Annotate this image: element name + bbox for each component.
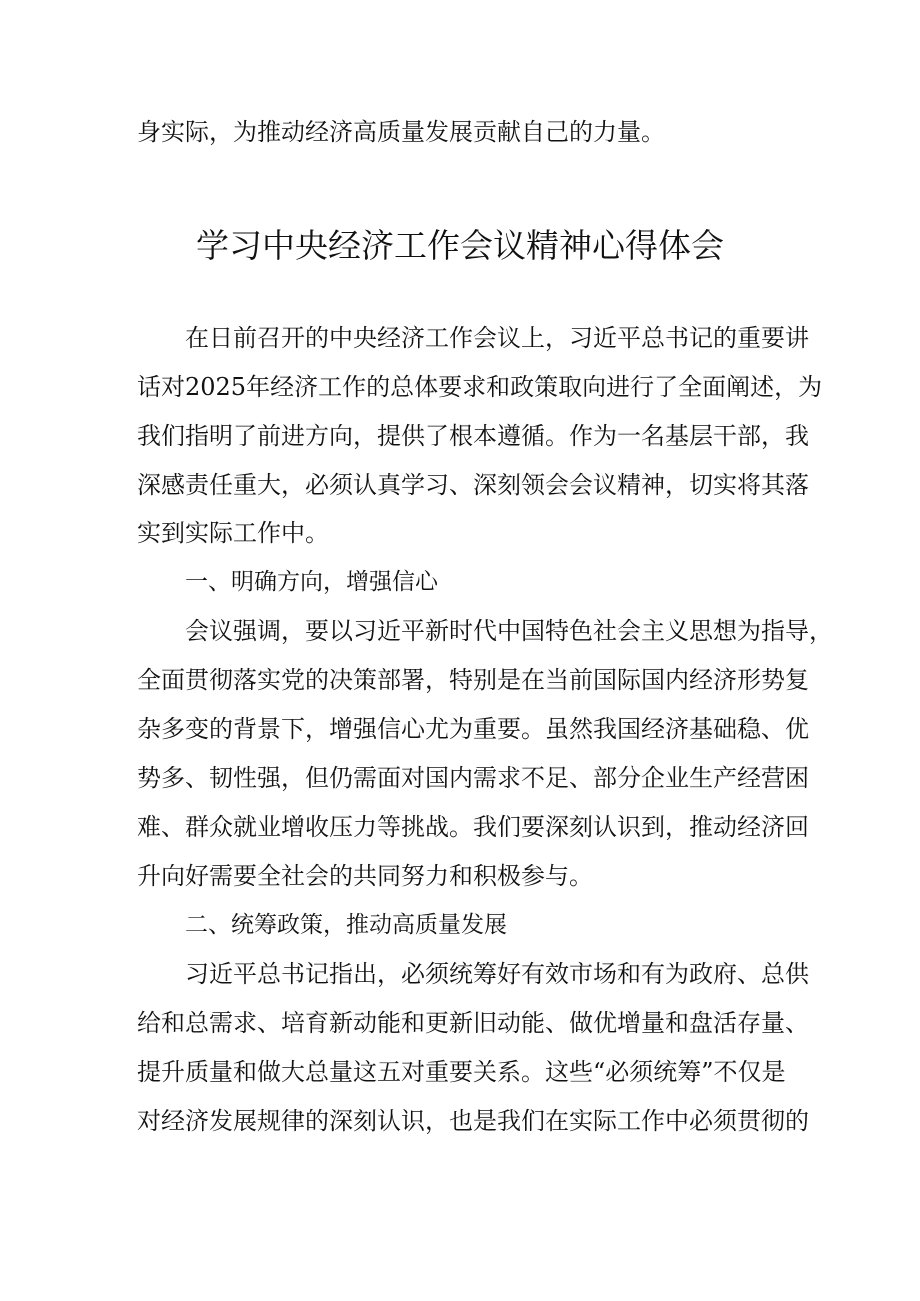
paragraph-1-line: 话对2025年经济工作的总体要求和政策取向进行了全面阐述，为 (137, 373, 823, 401)
paragraph-2-line: 杂多变的背景下，增强信心尤为重要。虽然我国经济基础稳、优 (137, 715, 809, 743)
section-heading-2: 二、统筹政策，推动高质量发展 (185, 912, 507, 938)
document-title: 学习中央经济工作会议精神心得体会 (196, 226, 724, 265)
paragraph-2-line: 会议强调，要以习近平新时代中国特色社会主义思想为指导， (185, 617, 833, 645)
paragraph-1-line: 实到实际工作中。 (137, 519, 329, 547)
paragraph-3-line: 给和总需求、培育新动能和更新旧动能、做优增量和盘活存量、 (137, 1009, 809, 1037)
lead-line: 身实际，为推动经济高质量发展贡献自己的力量。 (137, 118, 665, 146)
paragraph-1-line: 我们指明了前进方向，提供了根本遵循。作为一名基层干部，我 (137, 422, 809, 450)
paragraph-2-line: 全面贯彻落实党的决策部署，特别是在当前国际国内经济形势复 (137, 666, 809, 694)
paragraph-1-line: 深感责任重大，必须认真学习、深刻领会会议精神，切实将其落 (137, 471, 809, 499)
paragraph-3-line: 提升质量和做大总量这五对重要关系。这些“必须统筹”不仅是 (137, 1058, 786, 1086)
paragraph-1-line: 在日前召开的中央经济工作会议上，习近平总书记的重要讲 (185, 324, 809, 352)
section-heading-1: 一、明确方向，增强信心 (185, 569, 438, 595)
paragraph-2-line: 势多、韧性强，但仍需面对国内需求不足、部分企业生产经营困 (137, 764, 809, 792)
paragraph-3-line: 习近平总书记指出，必须统筹好有效市场和有为政府、总供 (185, 960, 809, 988)
paragraph-2-line: 升向好需要全社会的共同努力和积极参与。 (137, 862, 593, 890)
paragraph-2-line: 难、群众就业增收压力等挑战。我们要深刻认识到，推动经济回 (137, 813, 809, 841)
paragraph-3-line: 对经济发展规律的深刻认识，也是我们在实际工作中必须贯彻的 (137, 1107, 809, 1135)
